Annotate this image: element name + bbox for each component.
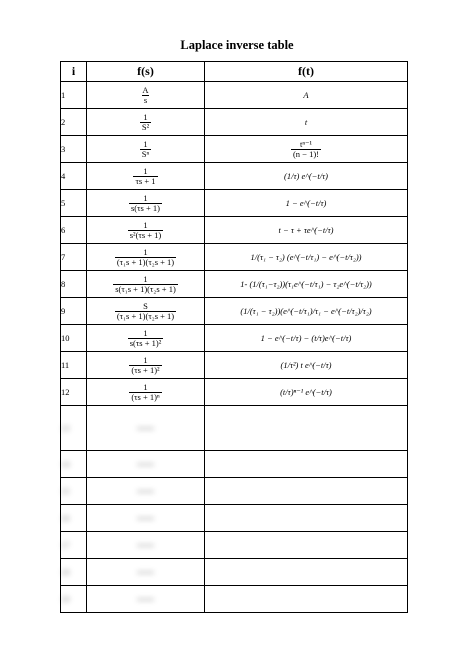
ft-cell bbox=[205, 271, 408, 298]
ft-expression: (t/τ)ⁿ⁻¹ e^(−t/τ) bbox=[280, 386, 332, 397]
fs-denominator: (τ₁s + 1)(τ₂s + 1) bbox=[116, 310, 175, 321]
fs-cell bbox=[87, 352, 205, 379]
fs-denominator: (τ₁s + 1)(τ₂s + 1) bbox=[116, 256, 175, 267]
ft-expression: t bbox=[304, 117, 308, 127]
ft-expression: (1/(τ₁ − τ₂))(e^(−t/τ₁)/τ₁ − e^(−t/τ₂)/τ₂) bbox=[240, 306, 372, 316]
blurred-table-row bbox=[61, 532, 408, 559]
table-header-row bbox=[61, 62, 408, 82]
row-index: 17 bbox=[61, 532, 87, 559]
ft-expression: t − τ + τe^(−t/τ) bbox=[278, 225, 334, 235]
row-index: 5 bbox=[61, 190, 87, 217]
row-index: 18 bbox=[61, 559, 87, 586]
blurred-table-row bbox=[61, 505, 408, 532]
table-row bbox=[61, 163, 408, 190]
ft-cell bbox=[205, 82, 408, 109]
fs-cell bbox=[87, 82, 205, 109]
laplace-table bbox=[60, 61, 408, 613]
row-index: 13 bbox=[61, 406, 87, 451]
table-row bbox=[61, 109, 408, 136]
ft-cell bbox=[205, 217, 408, 244]
ft-cell bbox=[205, 244, 408, 271]
row-index: 14 bbox=[61, 451, 87, 478]
ft-cell bbox=[205, 478, 408, 505]
ft-expression: 1 − e^(−t/τ) − (t/τ)e^(−t/τ) bbox=[260, 333, 352, 343]
fs-numerator: 1 bbox=[143, 354, 148, 365]
ft-cell bbox=[205, 505, 408, 532]
ft-cell bbox=[205, 532, 408, 559]
ft-cell bbox=[205, 163, 408, 190]
table-row bbox=[61, 298, 408, 325]
ft-cell bbox=[205, 136, 408, 163]
table-row bbox=[61, 244, 408, 271]
ft-expression: (1/τ²) t e^(−t/τ) bbox=[280, 360, 332, 370]
fs-cell bbox=[87, 406, 205, 451]
row-index: 16 bbox=[61, 505, 87, 532]
fs-cell bbox=[87, 379, 205, 406]
fs-cell bbox=[87, 109, 205, 136]
table-row bbox=[61, 190, 408, 217]
fs-numerator: 1 bbox=[143, 165, 148, 176]
fs-denominator: s²(τs + 1) bbox=[129, 229, 162, 240]
fs-denominator: s bbox=[143, 94, 148, 105]
fs-denominator: s(τs + 1) bbox=[131, 202, 160, 213]
ft-expression: 1- (1/(τ₁−τ₂))(τ₁e^(−t/τ₁) − τ₂e^(−t/τ₂)) bbox=[240, 279, 372, 289]
blurred-table-row bbox=[61, 478, 408, 505]
fs-cell bbox=[87, 271, 205, 298]
blurred-table-row bbox=[61, 451, 408, 478]
fs-numerator: 1 bbox=[143, 192, 148, 203]
row-index: 11 bbox=[61, 352, 87, 379]
fs-cell bbox=[87, 325, 205, 352]
fs-cell bbox=[87, 136, 205, 163]
fs-numerator: 1 bbox=[143, 381, 148, 392]
fs-denominator: Sⁿ bbox=[141, 148, 150, 159]
fs-cell bbox=[87, 190, 205, 217]
fs-cell bbox=[87, 478, 205, 505]
fs-numerator: S bbox=[143, 300, 148, 311]
blurred-table-row bbox=[61, 406, 408, 451]
fs-denominator: s(τ₁s + 1)(τ₂s + 1) bbox=[115, 283, 176, 294]
ft-expression: 1/(τ₁ − τ₂) (e^(−t/τ₁) − e^(−t/τ₂)) bbox=[250, 252, 362, 262]
blurred-table-row bbox=[61, 559, 408, 586]
fs-numerator: 1 bbox=[143, 273, 148, 284]
table-row bbox=[61, 325, 408, 352]
fs-numerator: 1 bbox=[143, 138, 148, 149]
row-index: 4 bbox=[61, 163, 87, 190]
fs-cell bbox=[87, 532, 205, 559]
fs-numerator: A bbox=[142, 84, 149, 95]
table-body bbox=[61, 82, 408, 613]
ft-cell bbox=[205, 451, 408, 478]
row-index: 12 bbox=[61, 379, 87, 406]
fs-cell bbox=[87, 244, 205, 271]
fs-cell bbox=[87, 559, 205, 586]
row-index: 7 bbox=[61, 244, 87, 271]
table-row bbox=[61, 217, 408, 244]
header-ft: f(t) bbox=[205, 62, 408, 82]
fs-numerator: 1 bbox=[143, 219, 148, 230]
ft-expression: A bbox=[303, 90, 309, 100]
row-index: 9 bbox=[61, 298, 87, 325]
row-index: 6 bbox=[61, 217, 87, 244]
fs-numerator: 1 bbox=[143, 111, 148, 122]
table-row bbox=[61, 352, 408, 379]
fs-denominator: (τs + 1)² bbox=[131, 364, 160, 375]
ft-cell bbox=[205, 379, 408, 406]
fs-cell bbox=[87, 298, 205, 325]
ft-numerator: tⁿ⁻¹ bbox=[299, 138, 313, 149]
ft-cell bbox=[205, 325, 408, 352]
ft-cell bbox=[205, 586, 408, 613]
fs-cell bbox=[87, 451, 205, 478]
table-row bbox=[61, 271, 408, 298]
ft-cell bbox=[205, 190, 408, 217]
row-index: 15 bbox=[61, 478, 87, 505]
ft-denominator: (n − 1)! bbox=[292, 148, 320, 159]
header-fs: f(s) bbox=[87, 62, 205, 82]
fs-numerator: 1 bbox=[143, 246, 148, 257]
ft-cell bbox=[205, 559, 408, 586]
row-index: 2 bbox=[61, 109, 87, 136]
ft-cell bbox=[205, 406, 408, 451]
fs-cell bbox=[87, 217, 205, 244]
header-i: i bbox=[61, 62, 87, 82]
ft-expression: (1/τ) e^(−t/τ) bbox=[284, 171, 328, 181]
row-index: 8 bbox=[61, 271, 87, 298]
row-index: 19 bbox=[61, 586, 87, 613]
fs-numerator: 1 bbox=[143, 327, 148, 338]
row-index: 10 bbox=[61, 325, 87, 352]
fs-cell bbox=[87, 505, 205, 532]
fs-cell bbox=[87, 163, 205, 190]
ft-cell bbox=[205, 109, 408, 136]
blurred-table-row bbox=[61, 586, 408, 613]
table-row bbox=[61, 82, 408, 109]
page-title: Laplace inverse table bbox=[180, 38, 294, 52]
fs-denominator: (τs + 1)ⁿ bbox=[131, 391, 160, 402]
ft-cell bbox=[205, 352, 408, 379]
table-row bbox=[61, 379, 408, 406]
ft-cell bbox=[205, 298, 408, 325]
fs-denominator: s(τs + 1)² bbox=[129, 337, 162, 348]
ft-expression: 1 − e^(−t/τ) bbox=[285, 198, 327, 208]
fs-denominator: S² bbox=[141, 121, 150, 132]
row-index: 3 bbox=[61, 136, 87, 163]
fs-denominator: τs + 1 bbox=[135, 175, 156, 186]
fs-cell bbox=[87, 586, 205, 613]
row-index: 1 bbox=[61, 82, 87, 109]
table-row bbox=[61, 136, 408, 163]
